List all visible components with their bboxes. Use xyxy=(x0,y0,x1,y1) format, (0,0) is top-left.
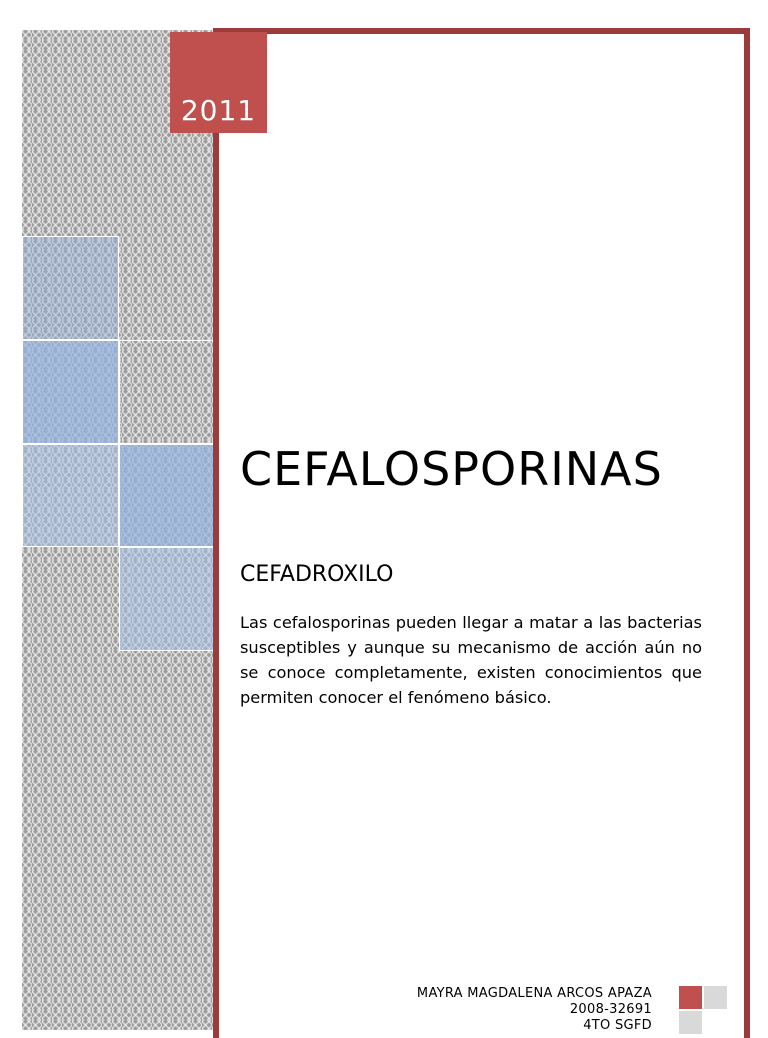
author-extra: 4TO SGFD xyxy=(583,1018,652,1033)
decorative-tile xyxy=(22,340,119,444)
decorative-square xyxy=(679,1011,702,1034)
decorative-tile xyxy=(22,236,119,340)
decorative-tile xyxy=(22,444,119,547)
cover-frame xyxy=(213,28,750,1038)
author-name: MAYRA MAGDALENA ARCOS APAZA xyxy=(416,986,652,1001)
author-block xyxy=(417,986,652,1034)
year-text: 2011 xyxy=(180,94,257,127)
decorative-tile xyxy=(119,547,217,651)
year-badge xyxy=(170,32,267,133)
author-id: 2008-32691 xyxy=(569,1002,652,1017)
document-subtitle: CEFADROXILO xyxy=(240,562,394,587)
document-title: CEFALOSPORINAS xyxy=(240,442,663,496)
document-abstract: Las cefalosporinas pueden llegar a matar a las bacterias susceptibles y aunque su mecanismo de acción aún no se conoce completamente, existen conocimientos que permiten conocer el fenómeno básico. xyxy=(240,613,702,707)
decorative-tile xyxy=(119,444,217,547)
decorative-square xyxy=(704,986,727,1009)
decorative-tile xyxy=(119,340,217,444)
decorative-square xyxy=(679,986,702,1009)
